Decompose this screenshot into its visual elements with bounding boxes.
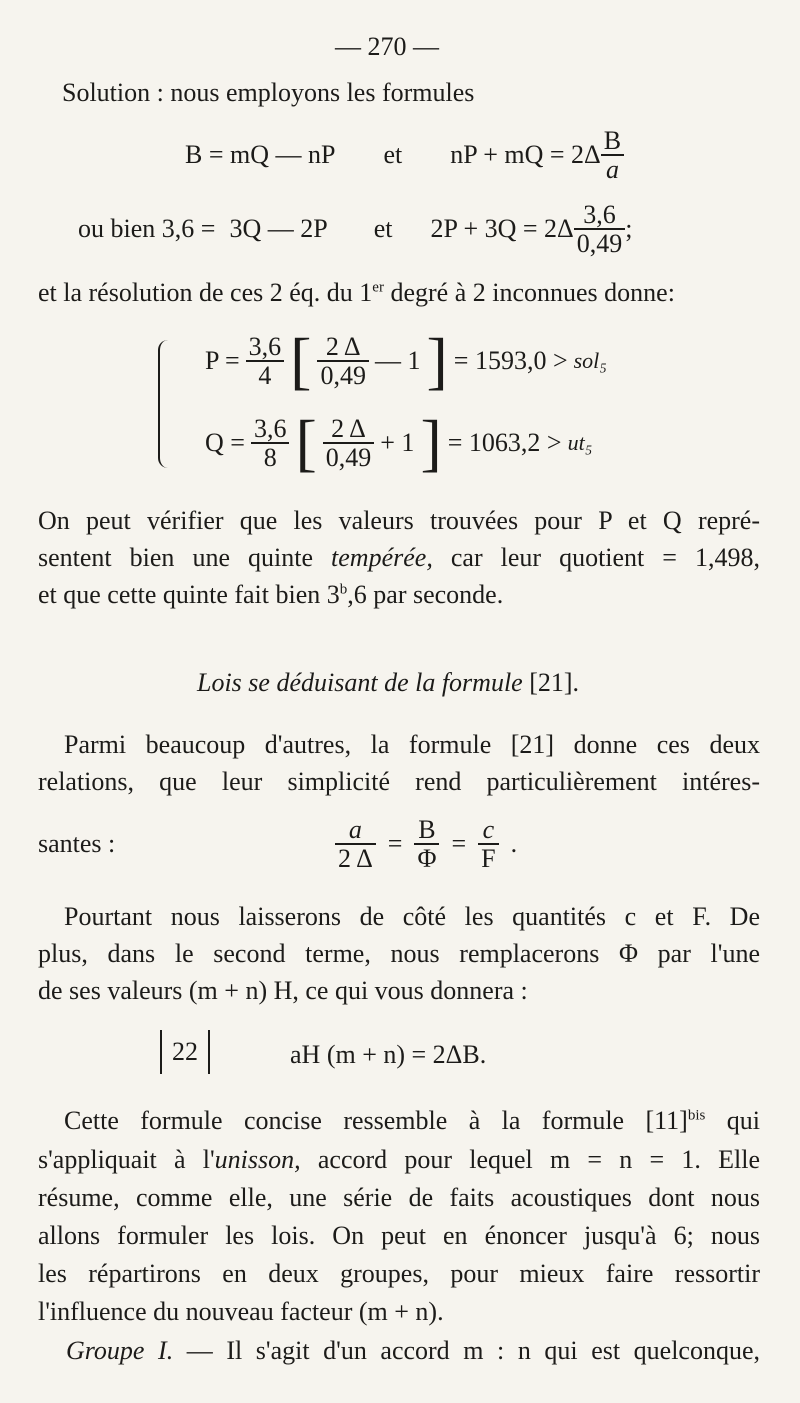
eq1-right: nP + mQ = 2Δ <box>450 140 601 169</box>
p-inner-num: 2 Δ <box>317 333 369 362</box>
ratio-f1-num: a <box>335 816 376 845</box>
p-coef-num: 3,6 <box>246 333 285 362</box>
cette-line-5: les répartirons en deux groupes, pour mieux faire ressortir <box>38 1259 760 1288</box>
equation-2 <box>78 192 633 266</box>
verify-line-1: On peut vérifier que les valeurs trouvées pour P et Q repré- <box>38 506 760 535</box>
groupe-text: — Il s'agit d'un accord m : n qui est quelconque, <box>173 1336 760 1365</box>
page-number: — 270 — <box>335 32 439 61</box>
p-bracket-open: [ <box>290 325 312 396</box>
cette-line-2 <box>38 1145 760 1175</box>
pourtant-line-1 <box>38 902 760 932</box>
section-title-ref: [21]. <box>529 668 580 697</box>
eq2-prefix: ou bien 3,6 = <box>78 214 216 243</box>
p-note: sol₅ <box>573 348 607 373</box>
eq1-fraction <box>601 127 624 184</box>
cette-l1-sup: bis <box>687 1107 706 1124</box>
q-bracket-open: [ <box>295 407 317 478</box>
ratio-f1-den: 2 Δ <box>338 844 373 873</box>
p-op: — 1 <box>374 346 421 375</box>
cette-l2-a: s'appliquait à l' <box>38 1145 215 1174</box>
cette-l1-a: Cette formule concise ressemble à la formule [11] <box>64 1106 688 1135</box>
q-var: Q = <box>205 428 245 457</box>
q-inner-frac <box>323 415 375 472</box>
verify-line-3 <box>38 580 503 610</box>
q-coef <box>251 415 290 472</box>
ratio-frac-2 <box>414 816 439 873</box>
groupe-label: Groupe I. <box>66 1336 174 1365</box>
p-inner-frac <box>317 333 369 390</box>
eq2-right: 2P + 3Q = 2Δ <box>430 214 574 243</box>
pourtant-line-2: plus, dans le second terme, nous remplacerons Φ par l'une <box>38 939 760 968</box>
ratio-f2-den: Φ <box>417 844 437 873</box>
ratio-eq-1: = <box>387 829 403 858</box>
q-note: ut₅ <box>567 430 593 455</box>
eq2-frac-den: 0,49 <box>576 229 623 258</box>
solution-intro: Solution : nous employons les formules <box>62 78 475 107</box>
verify-l3-sup: b <box>339 581 348 598</box>
verify-line-2 <box>38 543 760 573</box>
q-bracket-close: ] <box>420 407 442 478</box>
resolution-sup: er <box>372 279 384 296</box>
system-p-row <box>205 326 607 396</box>
parmi-line-1 <box>38 730 760 760</box>
ratio-frac-3 <box>478 816 498 873</box>
section-title-italic: Lois se déduisant de la formule <box>197 668 523 697</box>
pourtant-l1-text: Pourtant nous laisserons de côté les quantités c et F. De <box>64 902 760 931</box>
groupe-line <box>66 1336 760 1366</box>
cette-l2-italic: unisson, <box>214 1145 301 1174</box>
verify-l2-b: car leur quotient = 1,498, <box>450 543 760 572</box>
resolution-line <box>38 278 675 308</box>
eq2-suffix: ; <box>625 214 633 243</box>
ratio-f2-num: B <box>414 816 439 845</box>
p-var: P = <box>205 346 240 375</box>
ratio-f3-num: c <box>478 816 498 845</box>
p-inner-den: 0,49 <box>320 361 366 390</box>
ratio-eq-2: = <box>451 829 467 858</box>
q-op: + 1 <box>380 428 415 457</box>
ratio-end: . <box>510 829 518 858</box>
verify-l2-a: sentent bien une quinte <box>38 543 314 572</box>
pourtant-line-3: de ses valeurs (m + n) H, ce qui vous donnera : <box>38 976 528 1005</box>
q-inner-num: 2 Δ <box>323 415 375 444</box>
eq2-frac-num: 3,6 <box>574 201 626 230</box>
parmi-line-3: santes : <box>38 829 116 858</box>
cette-line-3: résume, comme elle, une série de faits acoustiques dont nous <box>38 1183 760 1212</box>
eq2-et: et <box>373 214 393 243</box>
cette-l1-b: qui <box>705 1106 760 1135</box>
parmi-l1-text: Parmi beaucoup d'autres, la formule [21] donne ces deux <box>64 730 760 759</box>
eq2-fraction <box>574 201 626 258</box>
ratio-f3-den: F <box>481 844 496 873</box>
parmi-line-2: relations, que leur simplicité rend particulièrement intéres- <box>38 767 760 796</box>
verify-l3-b: ,6 par seconde. <box>347 580 504 609</box>
cette-line-6: l'influence du nouveau facteur (m + n). <box>38 1297 444 1326</box>
eq1-left: B = mQ — nP <box>185 140 336 169</box>
q-coef-num: 3,6 <box>251 415 290 444</box>
equation-1 <box>185 120 624 190</box>
p-coef <box>246 333 285 390</box>
eq1-et: et <box>383 140 403 169</box>
cette-line-1 <box>38 1106 760 1136</box>
p-coef-den: 4 <box>258 361 272 390</box>
cette-l2-b: accord pour lequel m = n = 1. Elle <box>300 1145 760 1174</box>
resolution-text-b: degré à 2 inconnues donne: <box>383 278 675 307</box>
cette-line-4: allons formuler les lois. On peut en énoncer jusqu'à 6; nous <box>38 1221 760 1250</box>
resolution-text-a: et la résolution de ces 2 éq. du 1 <box>38 278 373 307</box>
p-bracket-close: ] <box>426 325 448 396</box>
system-q-row <box>205 408 592 478</box>
q-inner-den: 0,49 <box>325 443 372 472</box>
formula-22-expression: aH (m + n) = 2ΔB. <box>290 1040 487 1069</box>
eq1-frac-num: B <box>601 127 624 156</box>
eq2-left: 3Q — 2P <box>229 214 328 243</box>
verify-l2-italic: tempérée, <box>331 543 433 572</box>
q-coef-den: 8 <box>263 443 277 472</box>
section-title <box>197 668 579 698</box>
eq1-frac-den: a <box>605 155 619 184</box>
system-brace <box>158 340 174 468</box>
verify-l3-a: et que cette quinte fait bien 3 <box>38 580 340 609</box>
formula-22-label: 22 <box>160 1030 210 1074</box>
ratio-frac-1 <box>335 816 376 873</box>
p-result: = 1593,0 > <box>453 346 568 375</box>
ratio-equation <box>335 806 517 882</box>
q-result: = 1063,2 > <box>447 428 562 457</box>
